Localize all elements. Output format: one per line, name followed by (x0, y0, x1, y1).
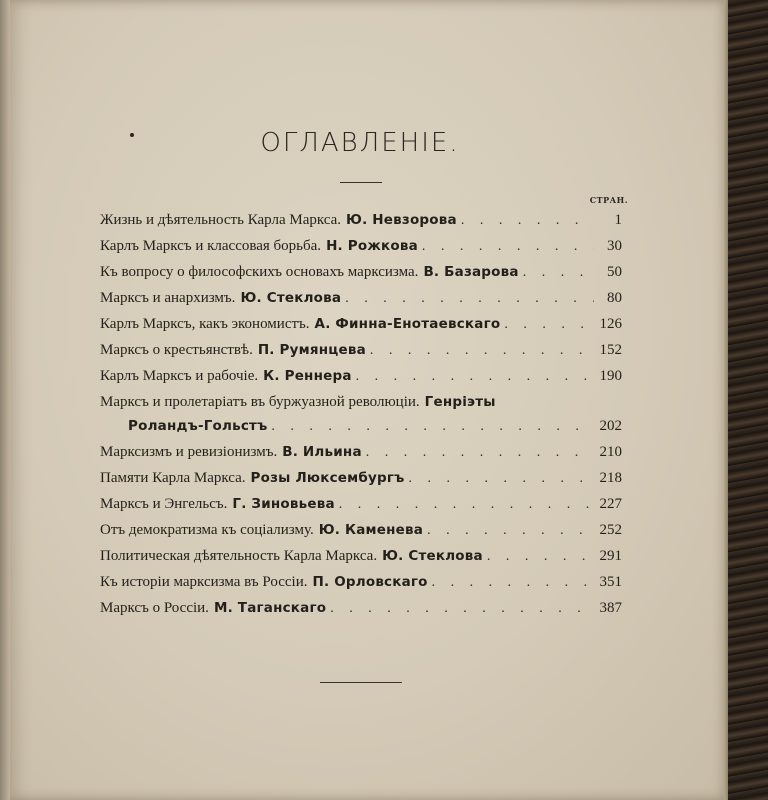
entry-author: Г. Зиновьева (232, 496, 335, 512)
entry-author: В. Базарова (423, 264, 519, 280)
entry-title: Политическая дѣятельность Карла Маркса. (100, 548, 378, 564)
toc-entry (100, 238, 622, 260)
entry-title: Къ исторіи марксизма въ Россіи. (100, 574, 308, 590)
dot-leader (366, 445, 594, 461)
entry-title: Марксъ о Россіи. (100, 600, 209, 616)
dot-leader (370, 343, 594, 359)
entry-page: 50 (607, 264, 622, 280)
entry-title: Марксъ и анархизмъ. (100, 290, 236, 306)
toc-entry (100, 522, 622, 544)
toc-entry (100, 496, 622, 518)
entry-author: Ю. Каменева (318, 522, 424, 538)
dot-leader (427, 523, 594, 539)
entry-page: 126 (599, 316, 622, 332)
dot-leader (339, 497, 594, 513)
entry-author: Роландъ-Гольстъ (128, 418, 268, 434)
entry-author: Ю. Невзорова (346, 212, 457, 228)
dot-leader (432, 575, 594, 591)
page-column-label: СТРАН. (589, 195, 628, 205)
toc-entry-continuation (128, 418, 622, 440)
entry-page: 190 (599, 368, 622, 384)
entry-page: 387 (599, 600, 622, 616)
entry-author: Ю. Стеклова (382, 548, 483, 564)
entry-author: П. Румянцева (257, 342, 366, 358)
dot-leader (345, 291, 594, 307)
entry-author: Н. Рожкова (326, 238, 418, 254)
entry-page: 218 (599, 470, 622, 486)
toc-entry (100, 394, 610, 416)
dot-leader (523, 265, 594, 281)
entry-author: М. Таганскаго (213, 600, 327, 616)
toc-entry (100, 600, 622, 622)
entry-title: Памяти Карла Маркса. (100, 470, 246, 486)
entry-page: 202 (599, 418, 622, 434)
toc-entry (100, 212, 622, 234)
entry-author: П. Орловскаго (312, 574, 428, 590)
entry-page: 252 (599, 522, 622, 538)
dot-leader (271, 419, 594, 435)
dot-leader (487, 549, 594, 565)
entry-page: 152 (599, 342, 622, 358)
entry-page: 80 (607, 290, 622, 306)
toc-entry (100, 316, 622, 338)
entry-title: Марксъ о крестьянствѣ. (100, 342, 253, 358)
toc-entry (100, 574, 622, 596)
dot-leader (356, 369, 594, 385)
entry-title: Къ вопросу о философскихъ основахъ марксизма. (100, 264, 419, 280)
dot-leader (408, 471, 594, 487)
entry-title: Карлъ Марксъ и рабочіе. (100, 368, 259, 384)
entry-title: Марксъ и пролетаріатъ въ буржуазной революціи. (100, 394, 420, 410)
toc-entry (100, 290, 622, 312)
entry-title: Карлъ Марксъ и классовая борьба. (100, 238, 322, 254)
entry-author: В. Ильина (282, 444, 362, 460)
dot-leader (504, 317, 594, 333)
entry-author: Ю. Стеклова (240, 290, 342, 306)
entry-page: 227 (599, 496, 622, 512)
entry-title: Марксъ и Энгельсъ. (100, 496, 228, 512)
entry-page: 210 (599, 444, 622, 460)
dot-leader (461, 213, 594, 229)
entry-title: Жизнь и дѣятельность Карла Маркса. (100, 212, 342, 228)
toc-entry (100, 548, 622, 570)
toc-entry (100, 470, 622, 492)
toc-entry (100, 444, 622, 466)
entry-author: А. Финна-Енотаевскаго (314, 316, 501, 332)
entry-author: К. Реннера (263, 368, 352, 384)
page-title: ОГЛАВЛЕНІЕ. (260, 128, 460, 158)
toc-entry (100, 342, 622, 364)
entry-page: 1 (614, 212, 622, 228)
entry-author: Розы Люксембургъ (250, 470, 405, 486)
entry-title: Марксизмъ и ревизіонизмъ. (100, 444, 278, 460)
entry-page: 351 (599, 574, 622, 590)
toc-entry (100, 368, 622, 390)
dot-leader (422, 239, 594, 255)
entry-page: 291 (599, 548, 622, 564)
dot-leader (330, 601, 594, 617)
closing-rule (320, 682, 402, 683)
entry-page: 30 (607, 238, 622, 254)
entry-author: Генріэты (424, 394, 496, 410)
toc-entry (100, 264, 622, 286)
entry-title: Отъ демократизма къ соціализму. (100, 522, 314, 538)
entry-title: Карлъ Марксъ, какъ экономистъ. (100, 316, 310, 332)
